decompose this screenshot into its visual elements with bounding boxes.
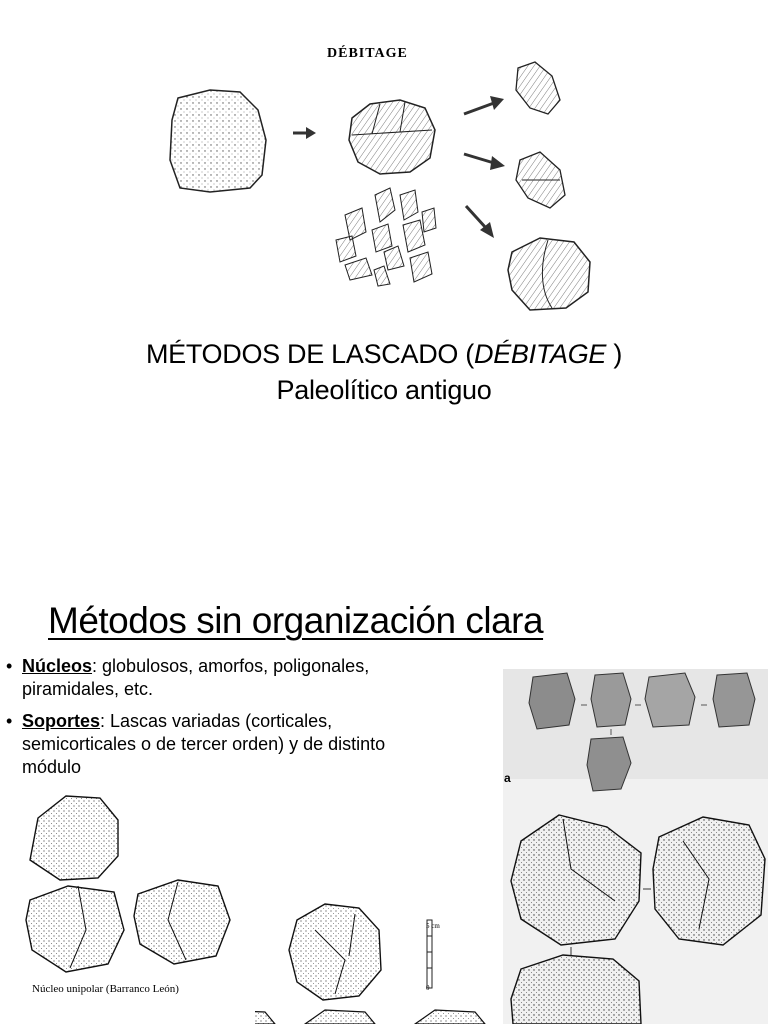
slide-methods-unorganized xyxy=(0,512,768,1024)
figure-caption: Núcleo unipolar (Barranco León) xyxy=(32,983,179,995)
title-part-1: MÉTODOS DE LASCADO ( xyxy=(145,339,474,369)
bullet-text: : Lascas variadas (corticales, semicorticales o de tercer orden) y de distinto módulo xyxy=(22,711,386,777)
bullet-list xyxy=(6,655,426,788)
bullet-item xyxy=(6,710,426,779)
final-core xyxy=(508,238,590,310)
slide-title xyxy=(0,336,768,408)
arrow-down-right-icon xyxy=(466,206,494,238)
debitage-illustration xyxy=(0,0,768,330)
raw-nodule xyxy=(170,90,266,192)
panel-letter: a xyxy=(504,771,511,785)
title-italic-term: DÉBITAGE xyxy=(474,339,607,369)
flake-product-2 xyxy=(516,152,565,208)
figure-label: DÉBITAGE xyxy=(327,46,408,61)
bullet-dot-icon: • xyxy=(6,656,13,676)
bullet-item xyxy=(6,655,426,701)
prepared-core xyxy=(349,100,435,174)
bullet-term: Núcleos xyxy=(22,656,93,676)
title-part-2: ) xyxy=(606,339,623,369)
flake-product-1 xyxy=(516,62,560,114)
bullet-text: : globulosos, amorfos, poligonales, piramidales, etc. xyxy=(22,656,370,699)
bullet-term: Soportes xyxy=(22,711,101,731)
arrow-up-right-icon xyxy=(464,96,504,114)
core-drawings-left xyxy=(18,790,268,990)
arrow-right-down-icon xyxy=(464,154,505,170)
flakes-pile xyxy=(336,188,436,286)
arrow-right-icon xyxy=(293,127,316,139)
cores-drawings-right xyxy=(503,669,768,1024)
scale-label-bottom: 0 xyxy=(426,984,430,992)
bullet-dot-icon: • xyxy=(6,711,13,731)
scale-label-top: 5 cm xyxy=(426,922,440,930)
slide-heading: Métodos sin organización clara xyxy=(48,600,544,641)
core-drawing-middle xyxy=(255,900,505,1024)
title-line-1 xyxy=(0,336,768,372)
title-line-2: Paleolítico antiguo xyxy=(276,375,492,405)
